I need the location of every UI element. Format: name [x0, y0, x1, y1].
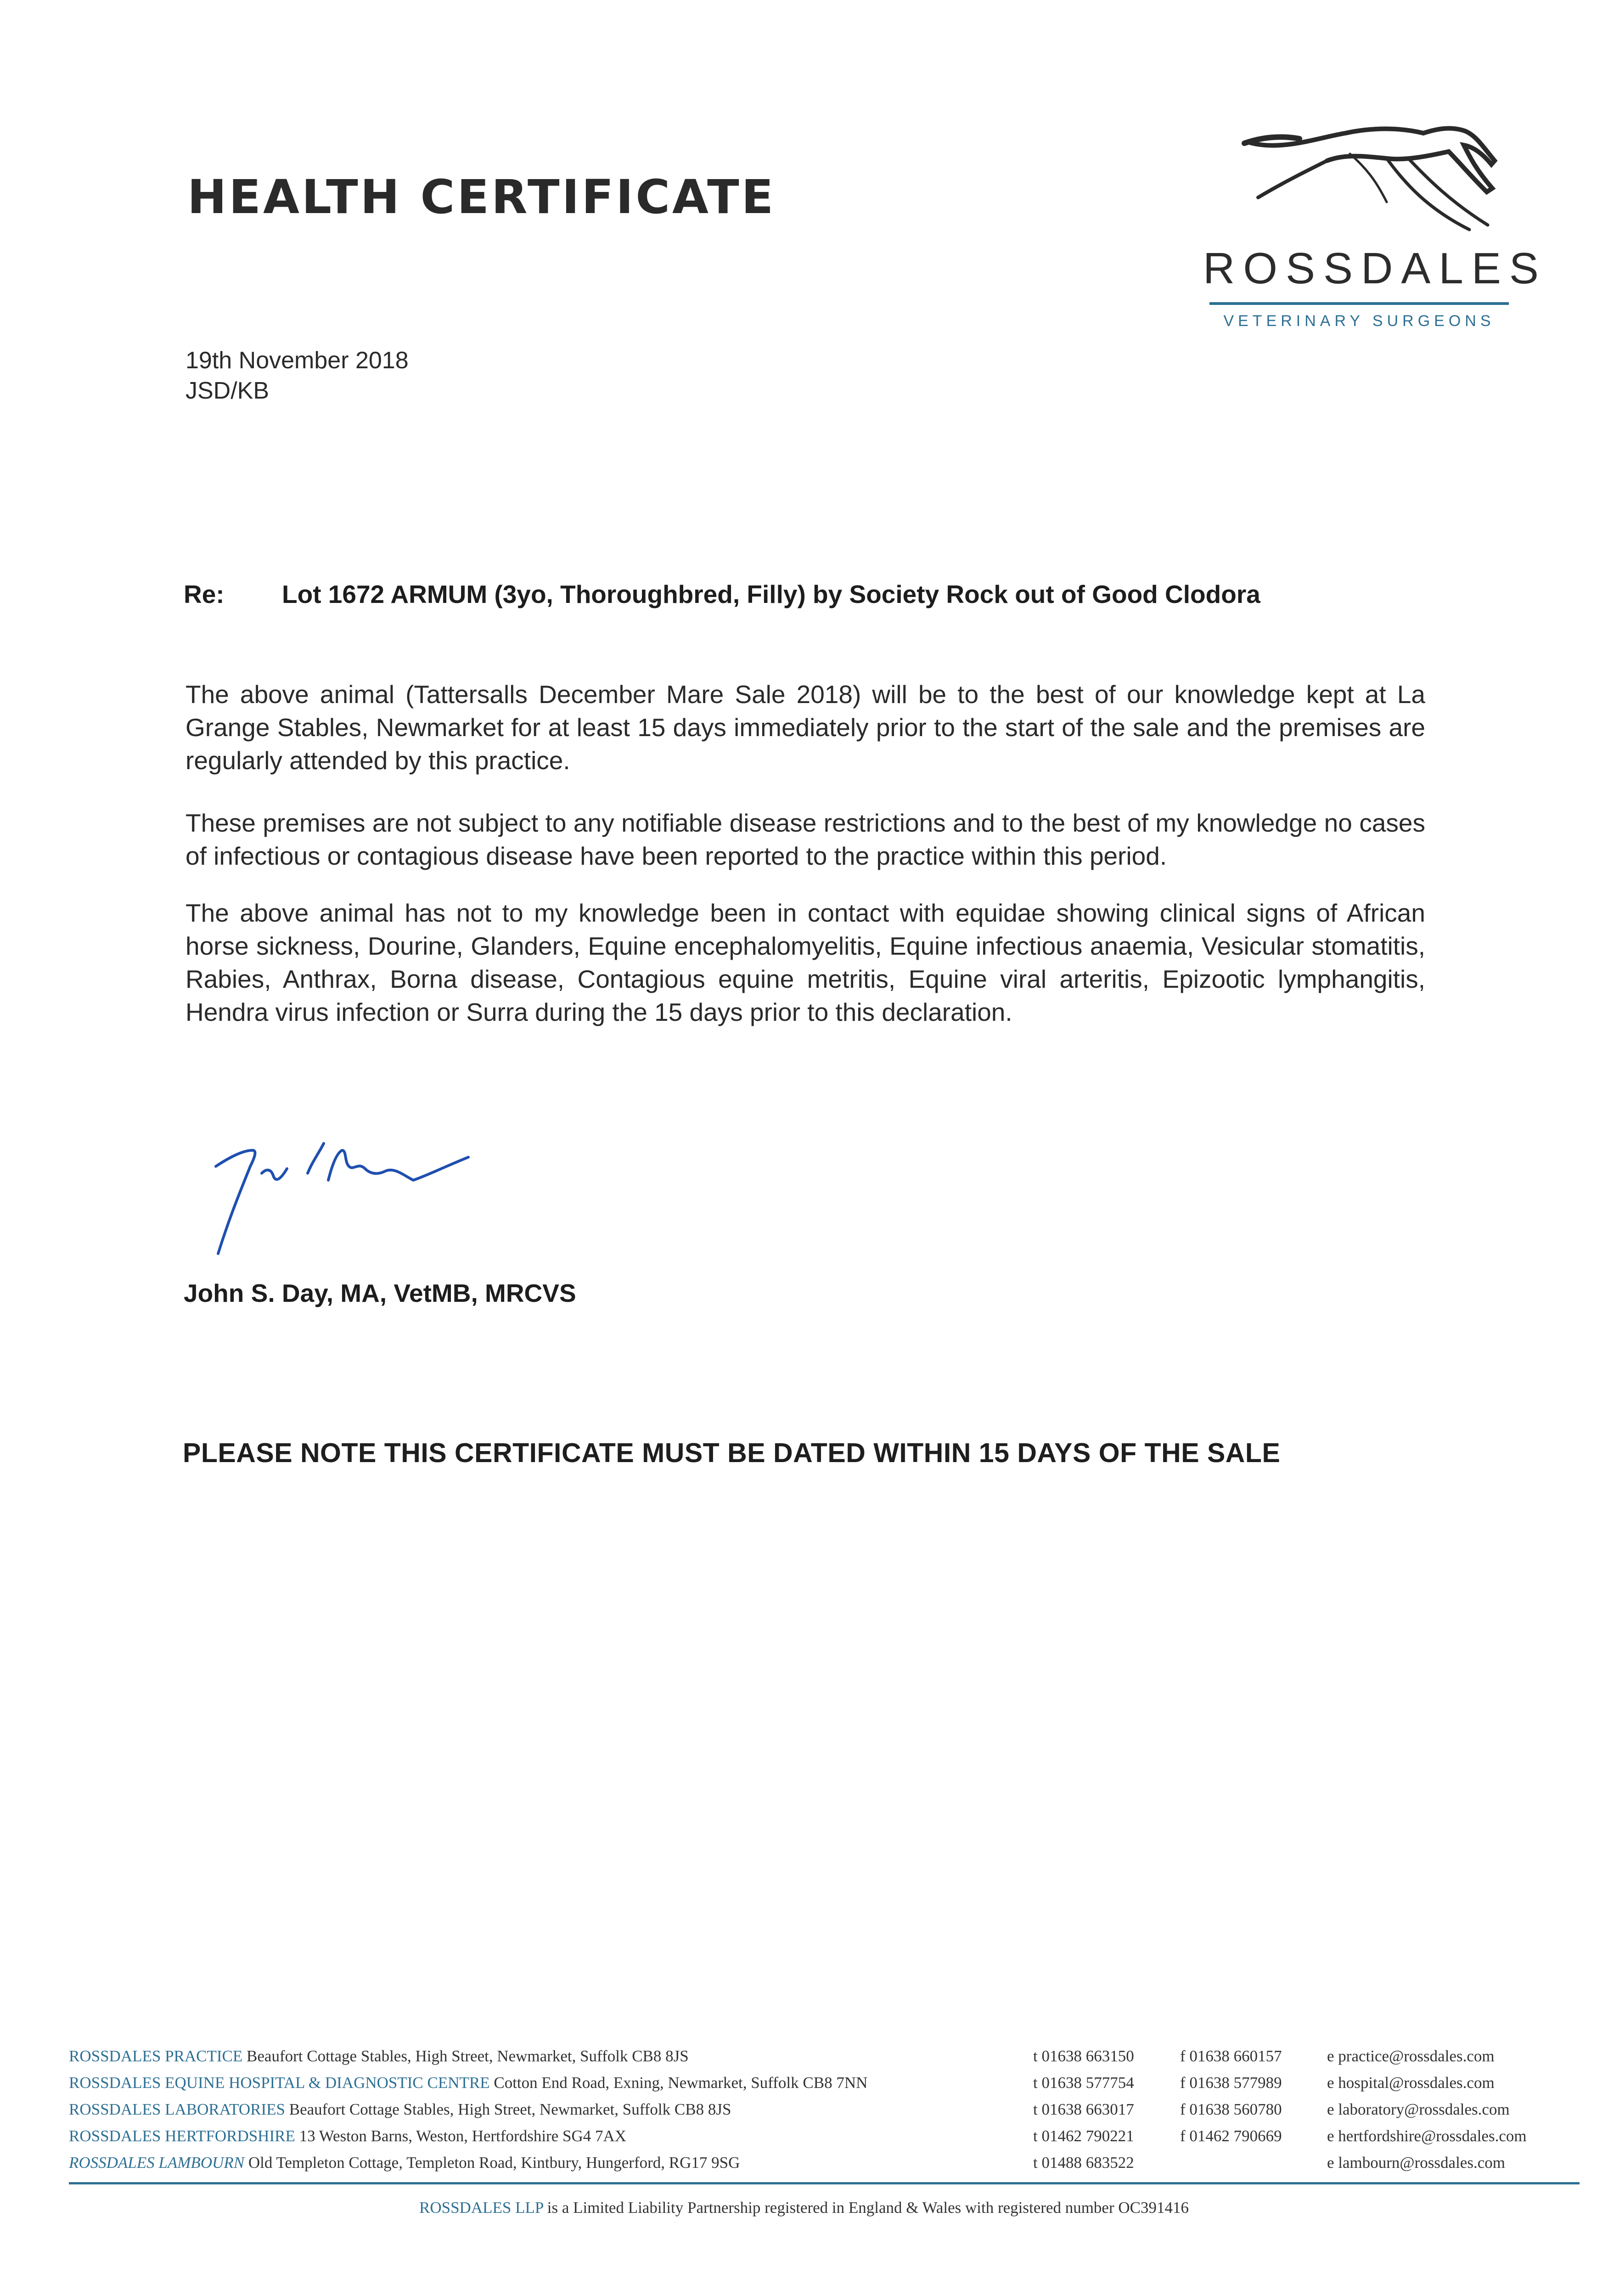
footer-row — [69, 2154, 1557, 2180]
llp-details: is a Limited Liability Partnership registered in England & Wales with registered number OC391416 — [543, 2199, 1189, 2217]
body-paragraph-1: The above animal (Tattersalls December Mare Sale 2018) will be to the best of our knowledge kept at La Grange Stables, Newmarket for at least 15 days immediately prior to the start of the sale and the premises are regularly attended by this practice. — [186, 680, 1425, 775]
branch-email: e laboratory@rossdales.com — [1327, 2100, 1510, 2118]
branch-email: e hospital@rossdales.com — [1327, 2074, 1495, 2092]
branch-address: Cotton End Road, Exning, Newmarket, Suffolk CB8 7NN — [494, 2074, 868, 2092]
footer-row — [69, 2047, 1557, 2074]
footer-row — [69, 2127, 1557, 2154]
branch-address: Beaufort Cottage Stables, High Street, Newmarket, Suffolk CB8 8JS — [289, 2100, 731, 2118]
logo-divider — [1209, 302, 1509, 305]
branch-name: ROSSDALES PRACTICE — [69, 2047, 243, 2065]
body-paragraph-3: The above animal has not to my knowledge been in contact with equidae showing clinical signs of African horse sickness, Dourine, Glanders, Equine encephalomyelitis, Equine infectious anaemia, Vesicular stomatitis, Rabies, Anthrax, Borna disease, Contagious equine metritis, Equine viral arteritis, Epizootic lymphangitis, Hendra virus infection or Surra during the 15 days prior to this declaration. — [186, 899, 1425, 1026]
branch-telephone: t 01488 683522 — [1033, 2154, 1134, 2172]
branch-name: ROSSDALES LABORATORIES — [69, 2100, 285, 2118]
branch-fax: f 01462 790669 — [1180, 2127, 1282, 2145]
galloping-horse-logo-icon — [1212, 110, 1506, 248]
branch-telephone: t 01638 663150 — [1033, 2047, 1134, 2065]
letter-meta — [186, 345, 409, 406]
branch-email: e lambourn@rossdales.com — [1327, 2154, 1505, 2172]
branch-telephone: t 01638 577754 — [1033, 2074, 1134, 2092]
llp-registration — [0, 2199, 1608, 2217]
branch-address: Old Templeton Cottage, Templeton Road, Kintbury, Hungerford, RG17 9SG — [248, 2154, 740, 2172]
footer-row — [69, 2074, 1557, 2100]
branch-fax: f 01638 577989 — [1180, 2074, 1282, 2092]
subject-text: Lot 1672 ARMUM (3yo, Thoroughbred, Filly) by Society Rock out of Good Clodora — [282, 580, 1260, 608]
footer-row — [69, 2100, 1557, 2127]
branch-telephone: t 01638 663017 — [1033, 2100, 1134, 2118]
logo-tagline: VETERINARY SURGEONS — [1223, 312, 1495, 330]
branch-name: ROSSDALES HERTFORDSHIRE — [69, 2127, 295, 2145]
branch-email: e hertfordshire@rossdales.com — [1327, 2127, 1527, 2145]
branch-email: e practice@rossdales.com — [1327, 2047, 1495, 2065]
branch-name: ROSSDALES LAMBOURN — [69, 2154, 245, 2172]
signatory-name: John S. Day, MA, VetMB, MRCVS — [184, 1279, 576, 1307]
rossdales-logo — [1203, 110, 1547, 331]
llp-name: ROSSDALES LLP — [419, 2199, 544, 2217]
footer-contacts — [69, 2047, 1557, 2180]
body-paragraph-2: These premises are not subject to any notifiable disease restrictions and to the best of my knowledge no cases of infectious or contagious disease have been reported to the practice within this period. — [186, 809, 1425, 870]
branch-fax: f 01638 560780 — [1180, 2100, 1282, 2118]
letter-reference: JSD/KB — [186, 377, 270, 404]
logo-wordmark: ROSSDALES — [1203, 244, 1547, 293]
branch-fax: f 01638 660157 — [1180, 2047, 1282, 2065]
branch-address: 13 Weston Barns, Weston, Hertfordshire SG4 7AX — [299, 2127, 627, 2145]
handwritten-signature — [211, 1125, 533, 1277]
letter-date: 19th November 2018 — [186, 347, 409, 374]
dating-notice: PLEASE NOTE THIS CERTIFICATE MUST BE DATED WITHIN 15 DAYS OF THE SALE — [183, 1438, 1281, 1468]
branch-name: ROSSDALES EQUINE HOSPITAL & DIAGNOSTIC CENTRE — [69, 2074, 490, 2092]
branch-telephone: t 01462 790221 — [1033, 2127, 1134, 2145]
branch-address: Beaufort Cottage Stables, High Street, Newmarket, Suffolk CB8 8JS — [247, 2047, 689, 2065]
footer-divider — [69, 2182, 1580, 2184]
subject-label: Re: — [184, 580, 225, 608]
document-title: HEALTH CERTIFICATE — [187, 170, 776, 225]
